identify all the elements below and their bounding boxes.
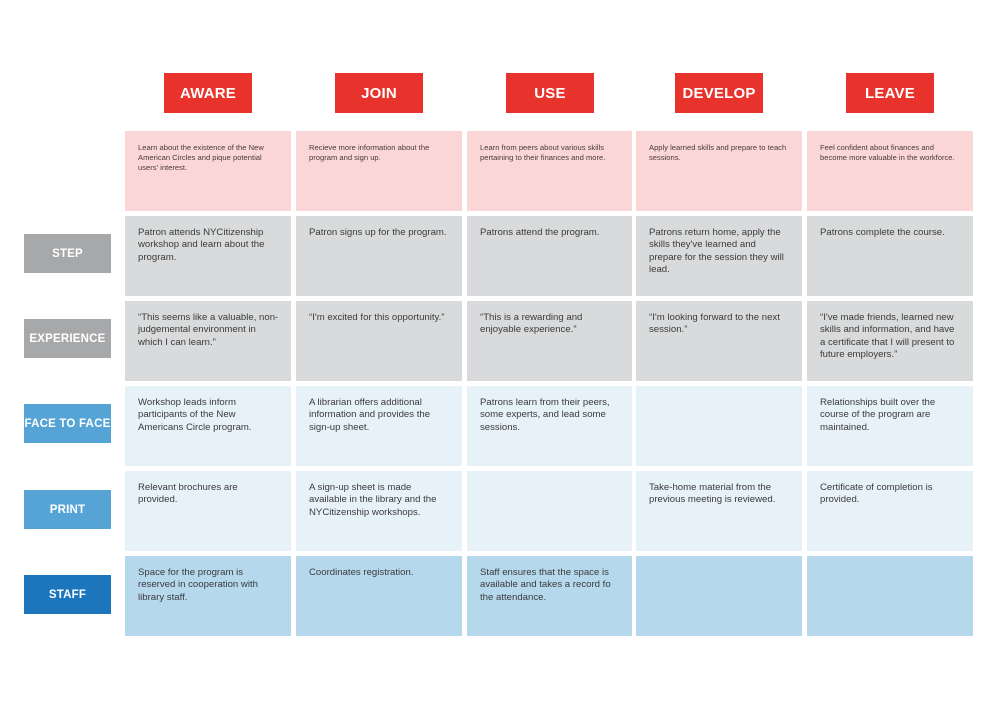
row-label-face-to-face: FACE TO FACE — [24, 404, 111, 443]
goal-develop: Apply learned skills and prepare to teach sessions. — [636, 131, 802, 211]
print-cell-leave: Certificate of completion is provided. — [807, 471, 973, 551]
face-cell-develop — [636, 386, 802, 466]
phase-aware: AWARE — [164, 73, 252, 113]
phase-develop: DEVELOP — [675, 73, 763, 113]
face-cell-use: Patrons learn from their peers, some experts, and lead some sessions. — [467, 386, 632, 466]
goal-aware: Learn about the existence of the New American Circles and pique potential users' interest. — [125, 131, 291, 211]
print-cell-aware: Relevant brochures are provided. — [125, 471, 291, 551]
goal-join: Recieve more information about the program and sign up. — [296, 131, 462, 211]
step-cell-join: Patron signs up for the program. — [296, 216, 462, 296]
phase-join: JOIN — [335, 73, 423, 113]
step-cell-aware: Patron attends NYCitizenship workshop and learn about the program. — [125, 216, 291, 296]
staff-cell-join: Coordinates registration. — [296, 556, 462, 636]
staff-cell-leave — [807, 556, 973, 636]
print-cell-join: A sign-up sheet is made available in the library and the NYCitizenship workshops. — [296, 471, 462, 551]
experience-cell-use: “This is a rewarding and enjoyable experience.” — [467, 301, 632, 381]
step-cell-leave: Patrons complete the course. — [807, 216, 973, 296]
row-label-step: STEP — [24, 234, 111, 273]
face-cell-join: A librarian offers additional information and provides the sign-up sheet. — [296, 386, 462, 466]
row-label-experience: EXPERIENCE — [24, 319, 111, 358]
experience-cell-leave: “I've made friends, learned new skills and information, and have a certificate that I will present to future employers.” — [807, 301, 973, 381]
phase-use: USE — [506, 73, 594, 113]
goal-leave: Feel confident about finances and become more valuable in the workforce. — [807, 131, 973, 211]
staff-cell-use: Staff ensures that the space is available and takes a record fo the attendance. — [467, 556, 632, 636]
experience-cell-develop: “I'm looking forward to the next session.” — [636, 301, 802, 381]
row-label-staff: STAFF — [24, 575, 111, 614]
staff-cell-develop — [636, 556, 802, 636]
row-label-print: PRINT — [24, 490, 111, 529]
print-cell-develop: Take-home material from the previous meeting is reviewed. — [636, 471, 802, 551]
step-cell-use: Patrons attend the program. — [467, 216, 632, 296]
print-cell-use — [467, 471, 632, 551]
step-cell-develop: Patrons return home, apply the skills they've learned and prepare for the session they will lead. — [636, 216, 802, 296]
experience-cell-aware: “This seems like a valuable, non-judgemental environment in which I can learn.” — [125, 301, 291, 381]
experience-cell-join: “I'm excited for this opportunity.” — [296, 301, 462, 381]
face-cell-leave: Relationships built over the course of the program are maintained. — [807, 386, 973, 466]
staff-cell-aware: Space for the program is reserved in cooperation with library staff. — [125, 556, 291, 636]
phase-leave: LEAVE — [846, 73, 934, 113]
face-cell-aware: Workshop leads inform participants of the New Americans Circle program. — [125, 386, 291, 466]
goal-use: Learn from peers about various skills pertaining to their finances and more. — [467, 131, 632, 211]
